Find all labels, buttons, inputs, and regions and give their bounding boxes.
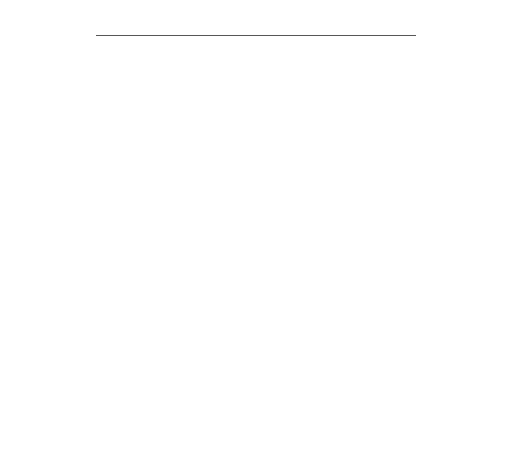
body-line: [8, 297, 504, 326]
headline-divider: [96, 35, 416, 36]
body-line: [8, 325, 504, 354]
body-line: [8, 268, 504, 297]
body-line: [8, 40, 504, 69]
article-body: [8, 40, 504, 439]
body-line: [8, 154, 504, 183]
body-line: [8, 382, 504, 411]
body-line: [8, 69, 504, 98]
body-line: [8, 211, 504, 240]
body-line: [8, 183, 504, 212]
body-line: [8, 126, 504, 155]
headline: [8, 4, 504, 34]
body-line: [8, 97, 504, 126]
body-line: [8, 240, 504, 269]
body-line: [8, 354, 504, 383]
body-line: [8, 411, 504, 440]
